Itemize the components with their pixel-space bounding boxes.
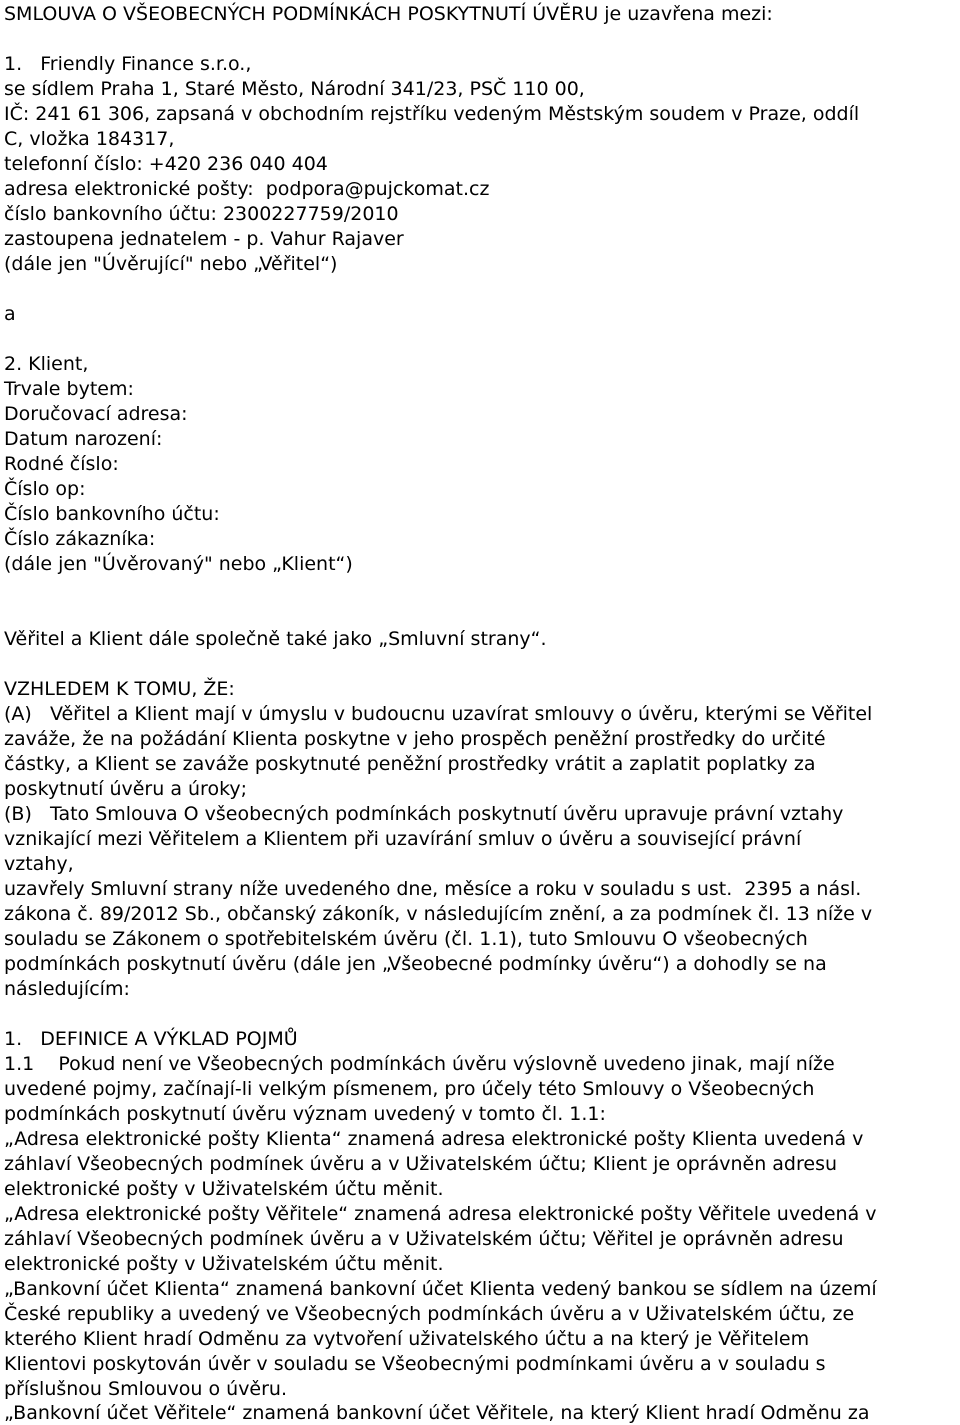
lender-file: C, vložka 184317, xyxy=(4,128,175,150)
definition-line: elektronické pošty v Uživatelském účtu měnit. xyxy=(4,1253,444,1275)
lender-seat: se sídlem Praha 1, Staré Město, Národní 341/23, PSČ 110 00, xyxy=(4,78,585,100)
paragraph-line: vztahy, xyxy=(4,853,74,875)
paragraph-line: následujícím: xyxy=(4,978,130,1000)
contract-heading: SMLOUVA O VŠEOBECNÝCH PODMÍNKÁCH POSKYTNUTÍ ÚVĚRU je uzavřena mezi: xyxy=(4,3,773,25)
lender-name: 1. Friendly Finance s.r.o., xyxy=(4,53,252,75)
paragraph-line: částky, a Klient se zaváže poskytnuté peněžní prostředky vrátit a zaplatit poplatky za xyxy=(4,753,816,775)
definition-line: kterého Klient hradí Odměnu za vytvoření uživatelského účtu a na který je Věřitelem xyxy=(4,1328,810,1350)
client-alias: (dále jen "Úvěrovaný" nebo „Klient“) xyxy=(4,553,353,575)
definition-line: „Adresa elektronické pošty Klienta“ znamená adresa elektronické pošty Klienta uvedená v xyxy=(4,1128,864,1150)
paragraph-line: zákona č. 89/2012 Sb., občanský zákoník, v následujícím znění, a za podmínek čl. 13 níže v xyxy=(4,903,873,925)
client-permanent-residence: Trvale bytem: xyxy=(4,378,134,400)
lender-represented: zastoupena jednatelem - p. Vahur Rajaver xyxy=(4,228,404,250)
client-customer-number: Číslo zákazníka: xyxy=(4,528,156,550)
paragraph-line: zaváže, že na požádání Klienta poskytne v jeho prospěch peněžní prostředky do určité xyxy=(4,728,826,750)
definition-line: „Bankovní účet Věřitele“ znamená bankovní účet Věřitele, na který Klient hradí Odměnu za xyxy=(4,1402,870,1424)
lender-phone: telefonní číslo: +420 236 040 404 xyxy=(4,153,328,175)
lender-account: číslo bankovního účtu: 2300227759/2010 xyxy=(4,203,399,225)
section-title: 1. DEFINICE A VÝKLAD POJMŮ xyxy=(4,1028,298,1050)
definition-line: České republiky a uvedený ve Všeobecných podmínkách úvěru a v Uživatelském účtu, ze xyxy=(4,1303,855,1325)
definition-line: podmínkách poskytnutí úvěru význam uvedený v tomto čl. 1.1: xyxy=(4,1103,606,1125)
definition-line: 1.1 Pokud není ve Všeobecných podmínkách úvěru výslovně uvedeno jinak, mají níže xyxy=(4,1053,835,1075)
conjunction: a xyxy=(4,303,16,325)
definition-line: „Bankovní účet Klienta“ znamená bankovní účet Klienta vedený bankou se sídlem na území xyxy=(4,1278,877,1300)
paragraph-line: podmínkách poskytnutí úvěru (dále jen „Všeobecné podmínky úvěru“) a dohodly se na xyxy=(4,953,827,975)
client-birth-date: Datum narození: xyxy=(4,428,163,450)
parties-note: Věřitel a Klient dále společně také jako „Smluvní strany“. xyxy=(4,628,547,650)
paragraph-line: (B) Tato Smlouva O všeobecných podmínkách poskytnutí úvěru upravuje právní vztahy xyxy=(4,803,844,825)
paragraph-line: uzavřely Smluvní strany níže uvedeného dne, měsíce a roku v souladu s ust. 2395 a násl. xyxy=(4,878,862,900)
definition-line: záhlaví Všeobecných podmínek úvěru a v Uživatelském účtu; Klient je oprávněn adresu xyxy=(4,1153,838,1175)
definition-line: Klientovi poskytován úvěr v souladu se Všeobecnými podmínkami úvěru a v souladu s xyxy=(4,1353,826,1375)
paragraph-line: souladu se Zákonem o spotřebitelském úvěru (čl. 1.1), tuto Smlouvu O všeobecných xyxy=(4,928,808,950)
lender-email: adresa elektronické pošty: podpora@pujckomat.cz xyxy=(4,178,490,200)
definition-line: „Adresa elektronické pošty Věřitele“ znamená adresa elektronické pošty Věřitele uvedená v xyxy=(4,1203,877,1225)
client-delivery-address: Doručovací adresa: xyxy=(4,403,188,425)
paragraph-line: vznikající mezi Věřitelem a Klientem při uzavírání smluv o úvěru a související právní xyxy=(4,828,802,850)
client-name: 2. Klient, xyxy=(4,353,89,375)
paragraph-line: (A) Věřitel a Klient mají v úmyslu v budoucnu uzavírat smlouvy o úvěru, kterými se Věřitel xyxy=(4,703,873,725)
whereas-title: VZHLEDEM K TOMU, ŽE: xyxy=(4,678,235,700)
definition-line: elektronické pošty v Uživatelském účtu měnit. xyxy=(4,1178,444,1200)
client-bank-account: Číslo bankovního účtu: xyxy=(4,503,220,525)
definition-line: záhlaví Všeobecných podmínek úvěru a v Uživatelském účtu; Věřitel je oprávněn adresu xyxy=(4,1228,844,1250)
paragraph-line: poskytnutí úvěru a úroky; xyxy=(4,778,248,800)
client-birth-number: Rodné číslo: xyxy=(4,453,119,475)
definition-line: příslušnou Smlouvou o úvěru. xyxy=(4,1378,288,1400)
lender-alias: (dále jen "Úvěrující" nebo „Věřitel“) xyxy=(4,253,338,275)
lender-ic: IČ: 241 61 306, zapsaná v obchodním rejstříku vedeným Městským soudem v Praze, oddíl xyxy=(4,103,860,125)
definition-line: uvedené pojmy, začínají-li velkým písmenem, pro účely této Smlouvy o Všeobecných xyxy=(4,1078,815,1100)
client-id-card: Číslo op: xyxy=(4,478,86,500)
